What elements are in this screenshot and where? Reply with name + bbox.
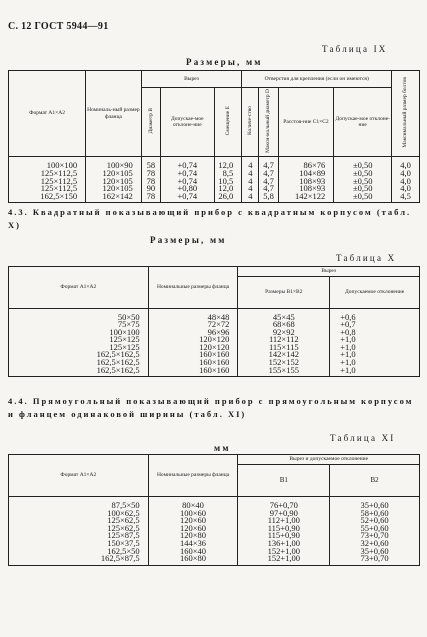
table-cell: 125×62,5 [9,517,149,525]
table-row [9,497,420,510]
table-cell: 162×142 [86,193,142,203]
table10-label: Таблица X [336,253,397,263]
table-row [9,532,420,540]
table-cell: 78 [141,193,160,203]
table-cell: 162,5×50 [9,548,149,556]
table-cell: 152×152 [238,359,330,367]
table-cell: 78 [141,170,160,178]
table-cell: 4,5 [392,193,420,203]
table-cell: 152+1,00 [238,548,330,556]
table-cell: ±0,50 [334,157,392,170]
table-cell: 26,0 [214,193,242,203]
table-cell: 120×80 [148,532,238,540]
table-cell: 92×92 [238,329,330,337]
table-row [9,510,420,518]
table-cell: 5,8 [259,193,278,203]
table-cell: 150×37,5 [9,540,149,548]
col-tolerance-2: Допускае-мое отклоне-ние [334,88,392,157]
table-cell: +0,74 [161,157,215,170]
table-cell: 104×89 [278,170,334,178]
table-cell: ±0,50 [334,185,392,193]
table-cell: 4 [242,185,259,193]
table-cell: 75×75 [9,321,149,329]
table-cell: 120×60 [148,517,238,525]
table-cell: 55+0,60 [330,525,420,533]
table-cell: 100×100 [9,157,86,170]
table-cell: 4,7 [259,185,278,193]
table-cell: 115+0,90 [238,532,330,540]
table-cell: 125×87,5 [9,532,149,540]
table-10 [8,266,420,377]
col-cutout: Вырез [141,71,242,88]
table11-caption: мм [214,443,231,453]
table-cell: +0,74 [161,193,215,203]
table-cell: 162,5×87,5 [9,555,149,565]
table-cell: 120×120 [148,336,238,344]
table-cell: 35+0,60 [330,497,420,510]
table-9 [8,70,420,203]
table11-label: Таблица XI [330,433,396,443]
paragraph-4-3: 4.3. Квадратный показывающий прибор с квадратным корпусом (табл. X) [8,207,412,230]
table-cell: 4,0 [392,157,420,170]
table-cell: 160×160 [148,359,238,367]
table-cell: 112×112 [238,336,330,344]
table-cell: 125×112,5 [9,185,86,193]
table-cell: 76+0,70 [238,497,330,510]
table-cell: 155×155 [238,367,330,377]
table-cell: 142×122 [278,193,334,203]
table9-caption: Размеры, мм [186,57,263,67]
table-cell: 142×142 [238,351,330,359]
paragraph-4-4: 4.4. Прямоугольный показывающий прибор с прямоугольным корпусом и фланцем одинаковой ширины (табл. XI) [8,396,414,419]
table-cell: 10,5 [214,178,242,186]
table-cell: 73+0,70 [330,555,420,565]
table-cell: 125×125 [9,336,149,344]
table-cell: 100×100 [9,329,149,337]
table-cell: +0,7 [330,321,420,329]
table-cell: 72×72 [148,321,238,329]
table-row [9,548,420,556]
table-cell: 52+0,60 [330,517,420,525]
col-format: Формат A1×A2 [9,71,86,157]
table-cell: 73+0,70 [330,532,420,540]
page-header: С. 12 ГОСТ 5944—91 [8,21,109,32]
table-row [9,525,420,533]
table-cell: +1,0 [330,367,420,377]
col-nominal: Номиналь-ный размер фланца [86,71,142,157]
table-cell: +0,74 [161,170,215,178]
table-cell: 8,5 [214,170,242,178]
table-cell: 58+0,60 [330,510,420,518]
table-cell: 35+0,60 [330,548,420,556]
table-cell: 120×105 [86,170,142,178]
table-cell: 125×62,5 [9,525,149,533]
col-bolt: Максимальный размер болтов [402,77,409,148]
table-cell: 160×160 [148,367,238,377]
table-cell: 120×105 [86,185,142,193]
table-cell: +1,0 [330,336,420,344]
table-cell: 78 [141,178,160,186]
table-cell: 100×90 [86,157,142,170]
table-row [9,193,420,203]
table-cell: 50×50 [9,308,149,321]
col-b1: B1 [238,465,330,497]
table-cell: 4,0 [392,170,420,178]
table-cell: 144×36 [148,540,238,548]
table-cell: 162,5×162,5 [9,367,149,377]
table-cell: 58 [141,157,160,170]
table-cell: 115+0,90 [238,525,330,533]
col-tolerance: Допускаемое отклонение [330,276,420,308]
table-row [9,517,420,525]
table-cell: 4 [242,178,259,186]
table-cell: +0,74 [161,178,215,186]
table-cell: 125×112,5 [9,170,86,178]
table-cell: 152+1,00 [238,555,330,565]
table-cell: 115×115 [238,344,330,352]
col-max-diameter: Макси-мальный диаметр D [265,89,272,153]
table-cell: +0,8 [330,329,420,337]
col-cutout: Вырез [238,267,420,277]
col-quantity: Количе-ство [247,106,254,136]
table-cell: 162,5×150 [9,193,86,203]
table-cell: 45×45 [238,308,330,321]
table-cell: ±0,50 [334,170,392,178]
table-cell: 4 [242,157,259,170]
col-format: Формат A1×A2 [9,455,149,497]
table-cell: +0,80 [161,185,215,193]
table-cell: 136+1,00 [238,540,330,548]
table-cell: 125×112,5 [9,178,86,186]
col-distance: Расстоя-ние C1×C2 [278,88,334,157]
table-cell: +1,0 [330,344,420,352]
table-cell: 162,5×162,5 [9,359,149,367]
table-cell: 120×105 [86,178,142,186]
table-cell: +1,0 [330,359,420,367]
table-cell: 162,5×162,5 [9,351,149,359]
col-cutout: Вырез и допускаемое отклонение [238,455,420,465]
table-cell: 108×93 [278,178,334,186]
table-cell: 12,0 [214,185,242,193]
col-tolerance: Допускае-мое отклоне-ние [161,88,215,157]
col-holes: Отверстия для крепления (если он имеются) [242,71,392,88]
table-cell: 32+0,60 [330,540,420,548]
col-b2: B2 [330,465,420,497]
table-cell: 125×125 [9,344,149,352]
table-cell: +1,0 [330,351,420,359]
table-cell: 160×40 [148,548,238,556]
table-cell: 112+1,00 [238,517,330,525]
table-cell: 80×40 [148,497,238,510]
table-cell: 120×120 [148,344,238,352]
col-diameter: Диаметр B [147,108,154,134]
col-sizes: Размеры B1×B2 [238,276,330,308]
table-cell: 4 [242,193,259,203]
table-cell: 87,5×50 [9,497,149,510]
table-cell: 4 [242,170,259,178]
table-cell: 160×80 [148,555,238,565]
table-cell: 120×60 [148,525,238,533]
table-cell: 108×93 [278,185,334,193]
table9-label: Таблица IX [322,44,388,54]
table-cell: 97+0,90 [238,510,330,518]
table-cell: +0,6 [330,308,420,321]
table-cell: 4,0 [392,185,420,193]
table-cell: 48×48 [148,308,238,321]
table-cell: 68×68 [238,321,330,329]
table-11 [8,454,420,566]
table-cell: 160×160 [148,351,238,359]
table-cell: ±0,50 [334,178,392,186]
col-nominal: Номинальные размеры фланца [148,267,238,309]
table-cell: 4,0 [392,178,420,186]
table-cell: 96×96 [148,329,238,337]
table10-caption: Размеры, мм [150,235,227,245]
table-cell: 86×76 [278,157,334,170]
table-row [9,555,420,565]
table-row [9,540,420,548]
table-row [9,367,420,377]
col-format: Формат A1×A2 [9,267,149,309]
table-cell: 4,7 [259,170,278,178]
table-cell: ±0,50 [334,193,392,203]
table-cell: 4,7 [259,157,278,170]
table-cell: 100×62,5 [9,510,149,518]
col-nominal: Номинальные размеры фланца [148,455,238,497]
table-cell: 12,0 [214,157,242,170]
table-cell: 90 [141,185,160,193]
col-offset: Смещение E [224,106,231,136]
table-cell: 4,7 [259,178,278,186]
table-cell: 100×60 [148,510,238,518]
